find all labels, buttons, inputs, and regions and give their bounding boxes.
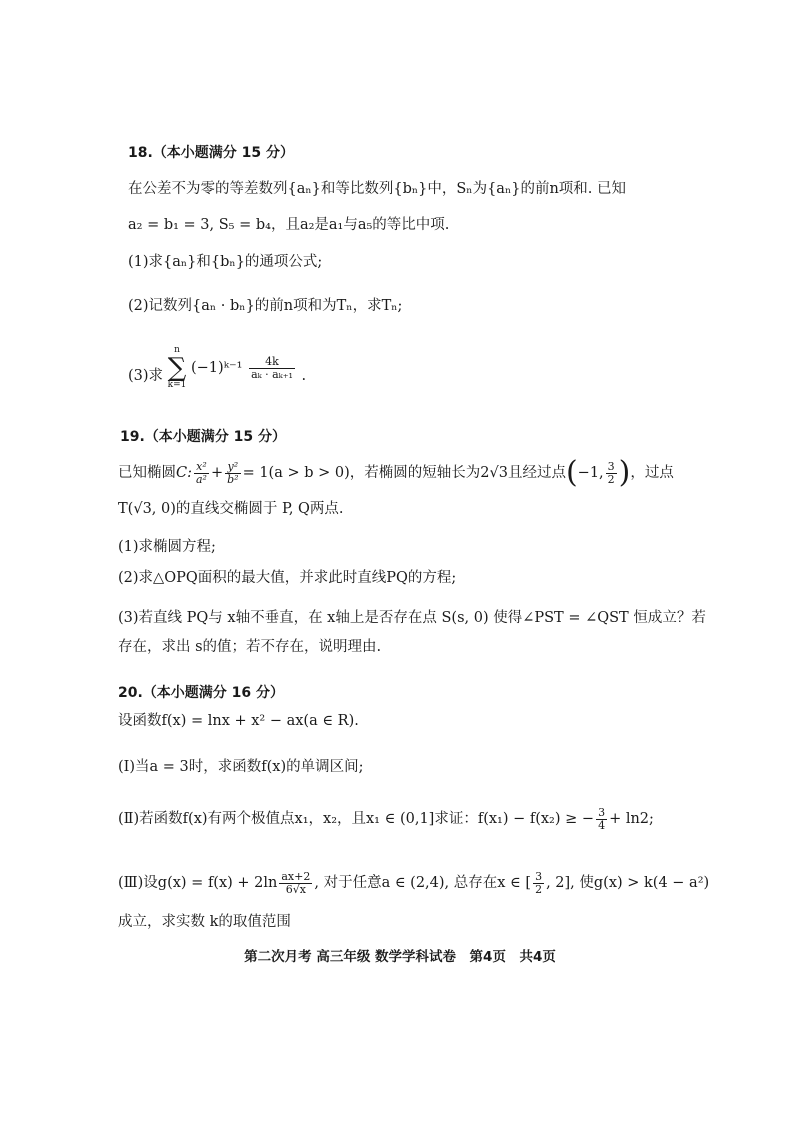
q18-part3-label: (3)求 [128,368,164,384]
q19-line1-intro: 已知椭圆 [118,465,176,481]
q18-part3 [128,345,306,391]
q19-line1-mid: ，若椭圆的短轴长为2√3且经过点 [349,465,566,481]
q19-x-den: a² [195,472,207,486]
q18-sum [168,345,187,391]
q20-part2-den: 4 [598,818,606,832]
left-paren-icon: ( [565,455,578,490]
q20-part3-int-den: 2 [535,882,543,896]
q18-given: a₂ = b₁ = 3, S₅ = b₄，且a₂是a₁与a₅的等比中项. [128,217,450,233]
q19-x-num: x² [194,461,209,474]
q19-line1 [118,455,674,490]
q19-point-den: 2 [607,472,615,486]
q20-part2-end: + ln2; [609,811,654,827]
q19-part1: (1)求椭圆方程; [118,539,216,555]
q18-part1: (1)求{aₙ}和{bₙ}的通项公式; [128,254,323,270]
q18-part2: (2)记数列{aₙ · bₙ}的前n项和为Tₙ，求Tₙ; [128,298,403,314]
q20-part2 [118,804,654,834]
q20-function: 设函数f(x) = lnx + x² − ax(a ∈ R). [118,713,359,729]
q18-fraction-denominator: aₖ · aₖ₊₁ [251,367,293,381]
q20-part3-line2: 成立，求实数 k的取值范围 [118,914,291,930]
right-paren-icon: ) [618,455,631,490]
q19-condition: = 1(a > b > 0) [242,465,350,481]
q19-line2: T(√3, 0)的直线交椭圆于 P, Q两点. [118,501,344,517]
q19-curve-name: C: [176,465,192,481]
q20-part2-text: (Ⅱ)若函数f(x)有两个极值点x₁，x₂，且x₁ ∈ (0,1]求证：f(x₁) − f(x₂) ≥ − [118,811,595,827]
q20-part2-num: 3 [598,805,606,819]
q18-sum-upper: n [174,345,180,355]
q19-y-fraction [225,461,240,486]
q20-part3-end: , 2], 使g(x) > k(4 − a²) [546,875,710,891]
q20-part3-log-fraction [279,871,312,896]
q20-part3-den: 6√x [285,882,306,896]
q18-sum-lower: k=1 [167,380,187,390]
q19-part3-line1: (3)若直线 PQ与 x轴不垂直，在 x轴上是否存在点 S(s, 0) 使得∠PST = ∠QST 恒成立？若 [118,610,706,626]
q19-x-fraction [194,461,209,486]
q18-fraction-numerator: 4k [249,356,295,369]
q20-part1: (Ⅰ)当a = 3时，求函数f(x)的单调区间; [118,759,364,775]
q18-header: 18.（本小题满分 15 分） [128,145,295,161]
q20-part3-num: ax+2 [281,869,311,883]
q20-part2-fraction [596,807,607,832]
q19-line1-end: ，过点 [630,465,674,481]
q20-part3-int-num: 3 [535,869,543,883]
q19-part3-line2: 存在，求出 s的值；若不存在，说明理由. [118,639,382,655]
q19-point-x: −1, [577,465,604,481]
q20-part3-text: (Ⅲ)设g(x) = f(x) + 2ln [118,875,278,891]
q19-header: 19.（本小题满分 15 分） [120,429,287,445]
q18-intro: 在公差不为零的等差数列{aₙ}和等比数列{bₙ}中，Sₙ为{aₙ}的前n项和. 已知 [128,181,627,197]
q19-y-num: y² [225,461,240,474]
q20-part3-interval-fraction [533,871,544,896]
q19-y-den: b² [227,472,239,486]
q19-point-num: 3 [607,459,615,473]
q19-plus: + [210,465,224,481]
q18-sign: (−1)ᵏ⁻¹ [191,360,243,376]
q20-header: 20.（本小题满分 16 分） [118,685,285,701]
q19-point-fraction [606,461,617,486]
q20-part3 [118,868,709,898]
q19-part2: (2)求△OPQ面积的最大值，并求此时直线PQ的方程; [118,570,457,586]
q18-end: . [301,368,307,384]
q18-fraction [249,356,295,381]
page-footer: 第二次月考 高三年级 数学学科试卷 第4页 共4页 [244,949,556,965]
q20-part3-mid: , 对于任意a ∈ (2,4), 总存在x ∈ [ [314,875,532,891]
sigma-icon: ∑ [167,353,187,383]
